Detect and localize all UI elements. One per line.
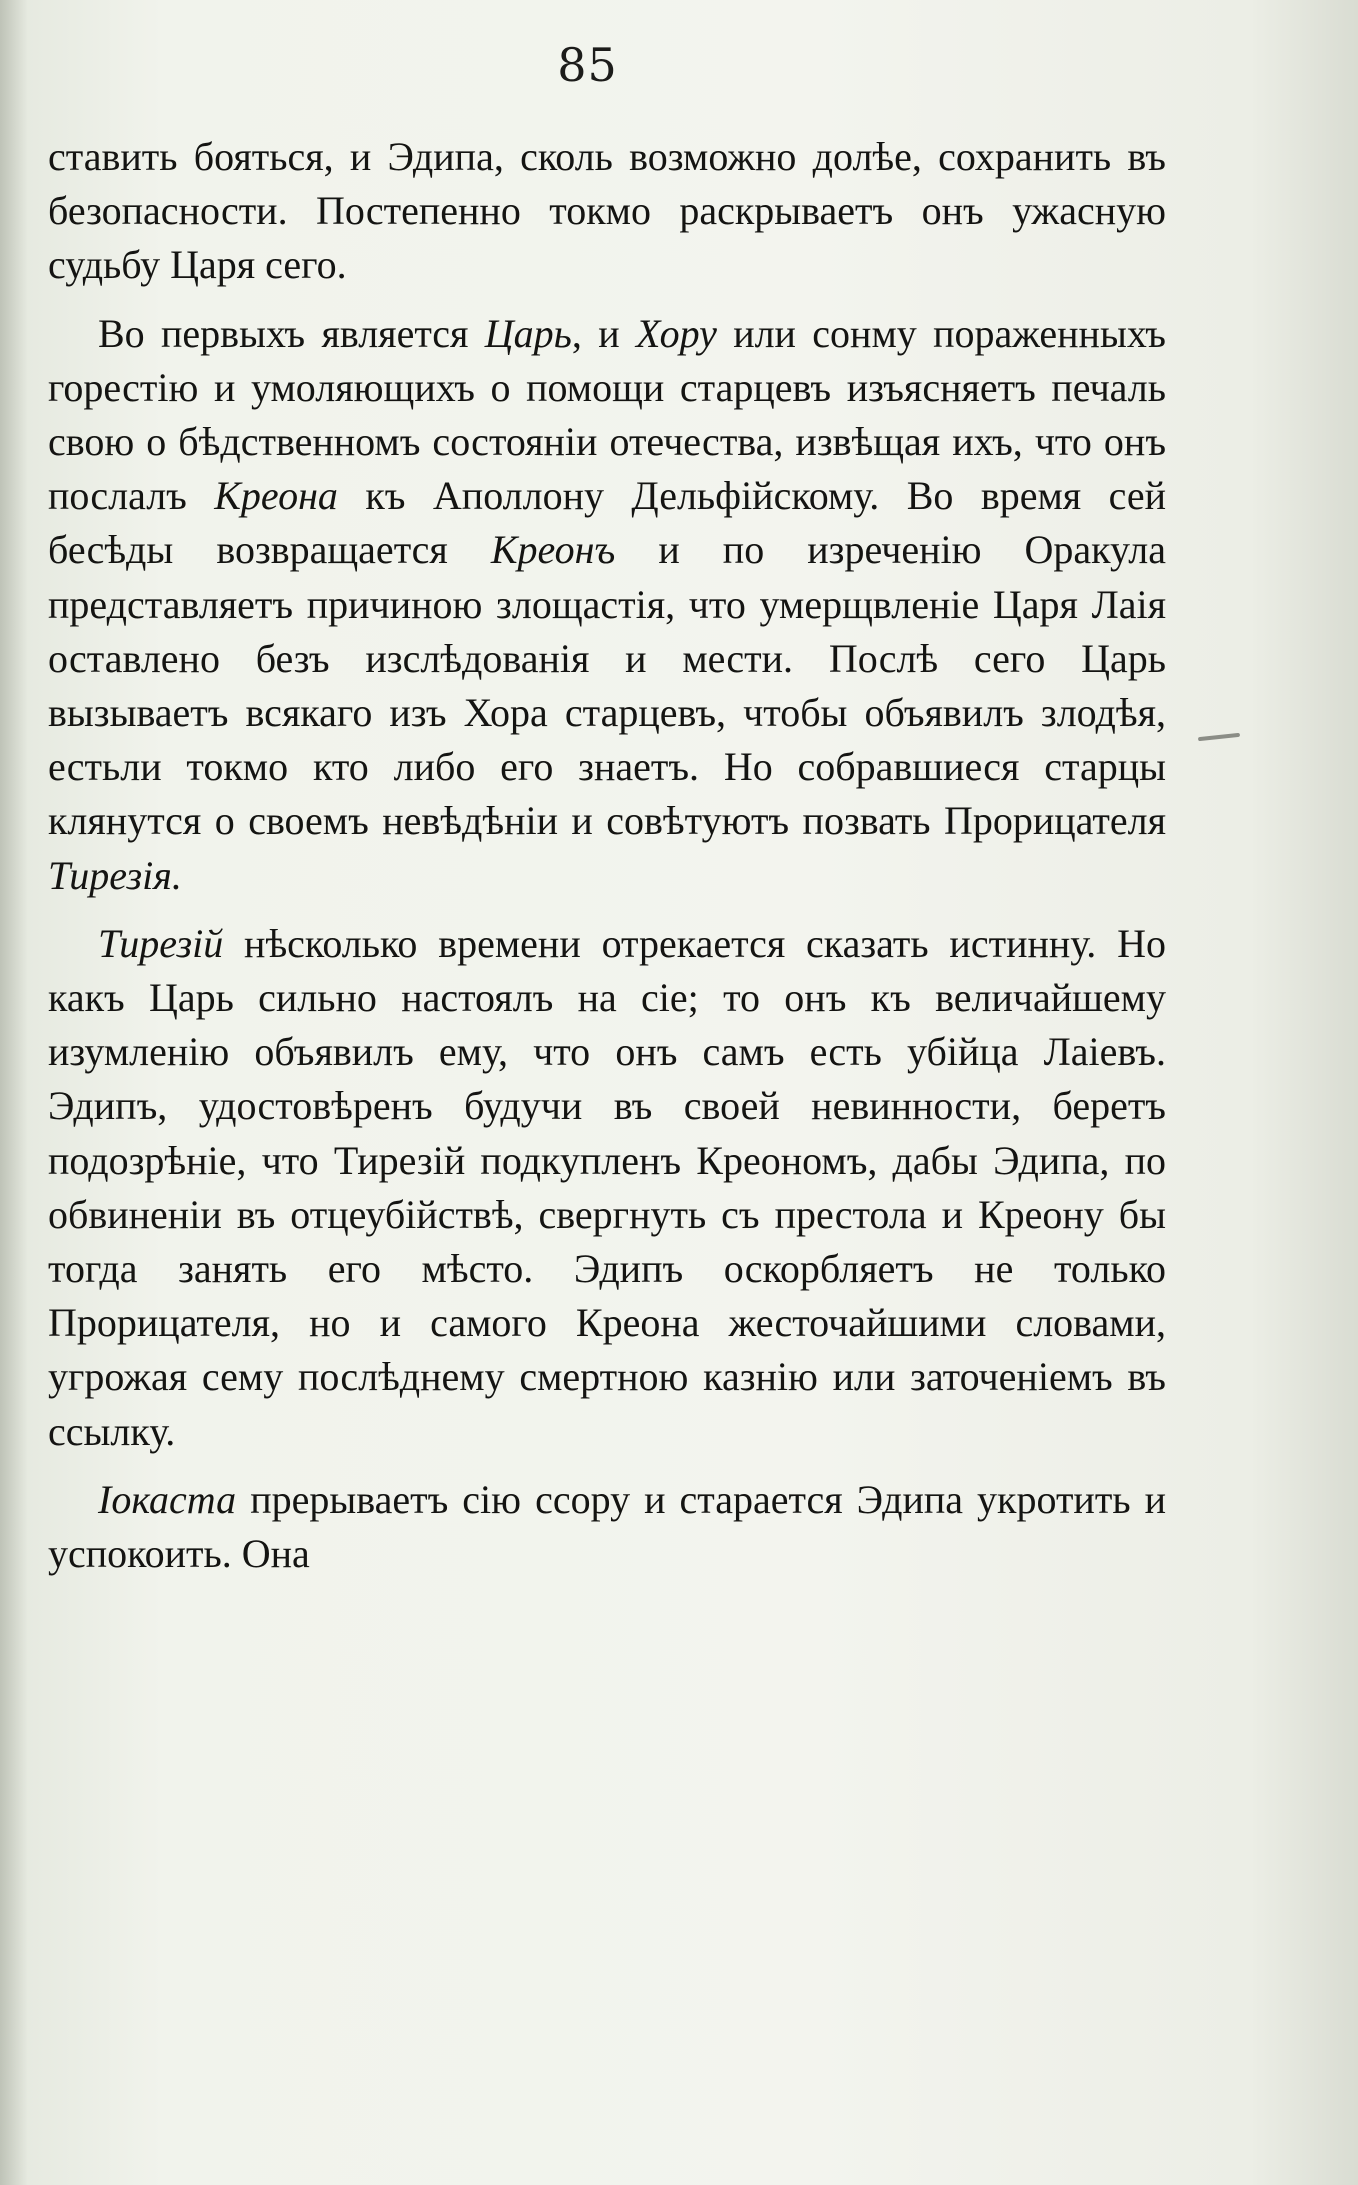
page-gutter-shadow bbox=[0, 0, 28, 2185]
margin-pencil-mark bbox=[1198, 733, 1240, 741]
emphasized-name: Тирезій bbox=[98, 920, 224, 966]
text-segment: къ Аполлону Дельфійскому. Во время сей бесѣды возвращается bbox=[48, 473, 1166, 573]
text-segment: нѣсколько времени отрекается сказать истинну. Но какъ Царь сильно настоялъ на сіе; то онъ къ величайшему изумленію объявилъ ему, что онъ самъ есть убійца Лаіевъ. Эдипъ, удостовѣренъ будучи въ своей невинности, беретъ подозрѣніе, что Тирезій подкупленъ Креономъ, дабы Эдипа, по обвиненіи въ отцеубійствѣ, свергнуть съ престола и Креону бы тогда занять его мѣсто. Эдипъ оскорбляетъ не только Прорицателя, но и самого Креона жесточайшими словами, угрожая сему послѣднему смертною казнію или заточеніемъ въ ссылку. bbox=[48, 920, 1166, 1454]
text-segment: прерываетъ сію ссору и старается Эдипа укротить и успокоить. Она bbox=[48, 1476, 1166, 1577]
emphasized-name: Царь bbox=[484, 310, 572, 356]
emphasized-name: Тирезія. bbox=[48, 852, 182, 898]
emphasized-name: Креона bbox=[214, 473, 338, 519]
paragraph bbox=[48, 307, 1166, 903]
paragraph bbox=[48, 1473, 1166, 1581]
text-segment: ставить бояться, и Эдипа, сколь возможно долѣе, сохранить въ безопасности. Постепенно токмо раскрываетъ онъ ужасную судьбу Царя сего. bbox=[48, 134, 1166, 288]
paragraph bbox=[48, 917, 1166, 1459]
text-segment: и по изреченію Оракула представляетъ причиною злощастія, что умерщвленіе Царя Лаія оставлено безъ изслѣдованія и мести. Послѣ сего Царь вызываетъ всякаго изъ Хора старцевъ, чтобы объявилъ злодѣя, естьли токмо кто либо его знаетъ. Но собравшиеся старцы клянутся о своемъ невѣдѣніи и совѣтуютъ позвать Прорицателя bbox=[48, 527, 1167, 844]
emphasized-name: Іокаста bbox=[98, 1476, 237, 1522]
emphasized-name: Хору bbox=[635, 310, 717, 356]
paragraph bbox=[48, 130, 1166, 293]
text-segment: или сонму пораженныхъ горестію и умоляющихъ о помощи старцевъ изъясняетъ печаль свою о бѣдственномъ состояніи отечества, извѣщая ихъ, что онъ послалъ bbox=[48, 310, 1166, 519]
emphasized-name: Креонъ bbox=[490, 527, 616, 573]
text-segment: Во первыхъ является bbox=[98, 310, 485, 356]
page-number: 85 bbox=[557, 38, 618, 92]
text-segment: , и bbox=[571, 310, 636, 356]
body-text bbox=[48, 130, 1166, 1595]
